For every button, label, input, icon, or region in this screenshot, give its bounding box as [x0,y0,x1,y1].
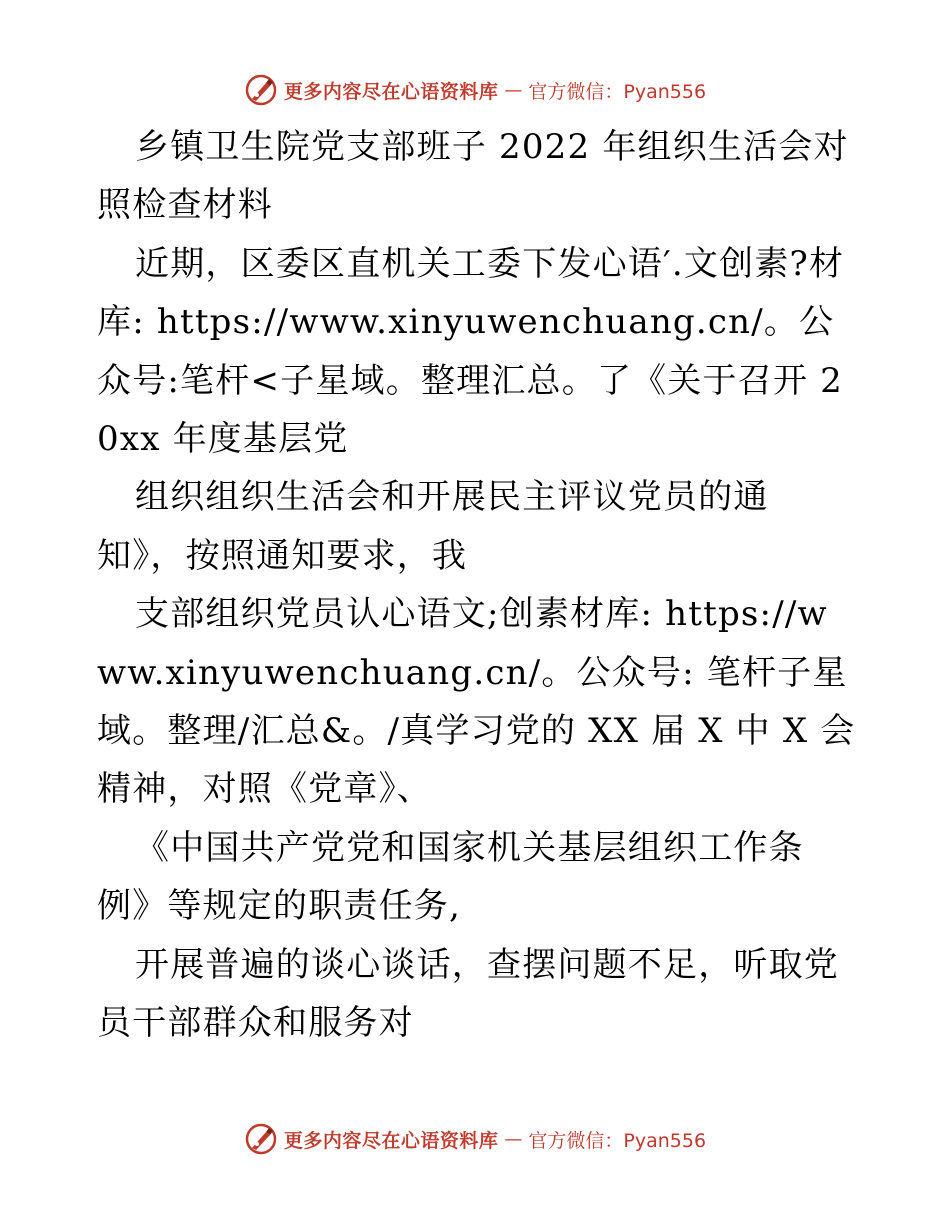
banner-separator: — [504,1128,523,1150]
document-body [97,118,857,1053]
banner-wechat-id: 官方微信：Pyan556 [528,80,707,103]
paragraph: 支部组织党员认心语文;创素材库: https://www.xinyuwenchuang.cn/。公众号: 笔杆子星域。整理/汇总&。/真学习党的 XX 届 X 中 X 会精神，对照《党章》、 [97,594,856,810]
paragraph: 开展普遍的谈心谈话，查摆问题不足，听取党员干部群众和服务对 [97,944,839,1044]
banner-site-name: 更多内容尽在心语资料库 [283,1129,499,1152]
banner-separator: — [504,79,523,101]
pen-circle-logo-icon [244,73,278,107]
footer-watermark-banner [0,1119,950,1159]
paragraph: 《中国共产党党和国家机关基层组织工作条例》等规定的职责任务, [97,827,804,927]
banner-site-name: 更多内容尽在心语资料库 [283,80,499,103]
header-watermark-banner [0,70,950,110]
document-title: 乡镇卫生院党支部班子 2022 年组织生活会对照检查材料 [97,127,849,226]
banner-wechat-id: 官方微信：Pyan556 [528,1129,707,1152]
pen-circle-logo-icon [244,1122,278,1156]
paragraph: 组织组织生活会和开展民主评议党员的通知》，按照通知要求，我 [97,477,769,576]
paragraph: 近期，区委区直机关工委下发心语′.文创素?材库: https://www.xinyuwenchuang.cn/。公众号:笔杆<子星域。整理汇总。了《关于召开 20xx 年度基层党 [97,243,845,460]
